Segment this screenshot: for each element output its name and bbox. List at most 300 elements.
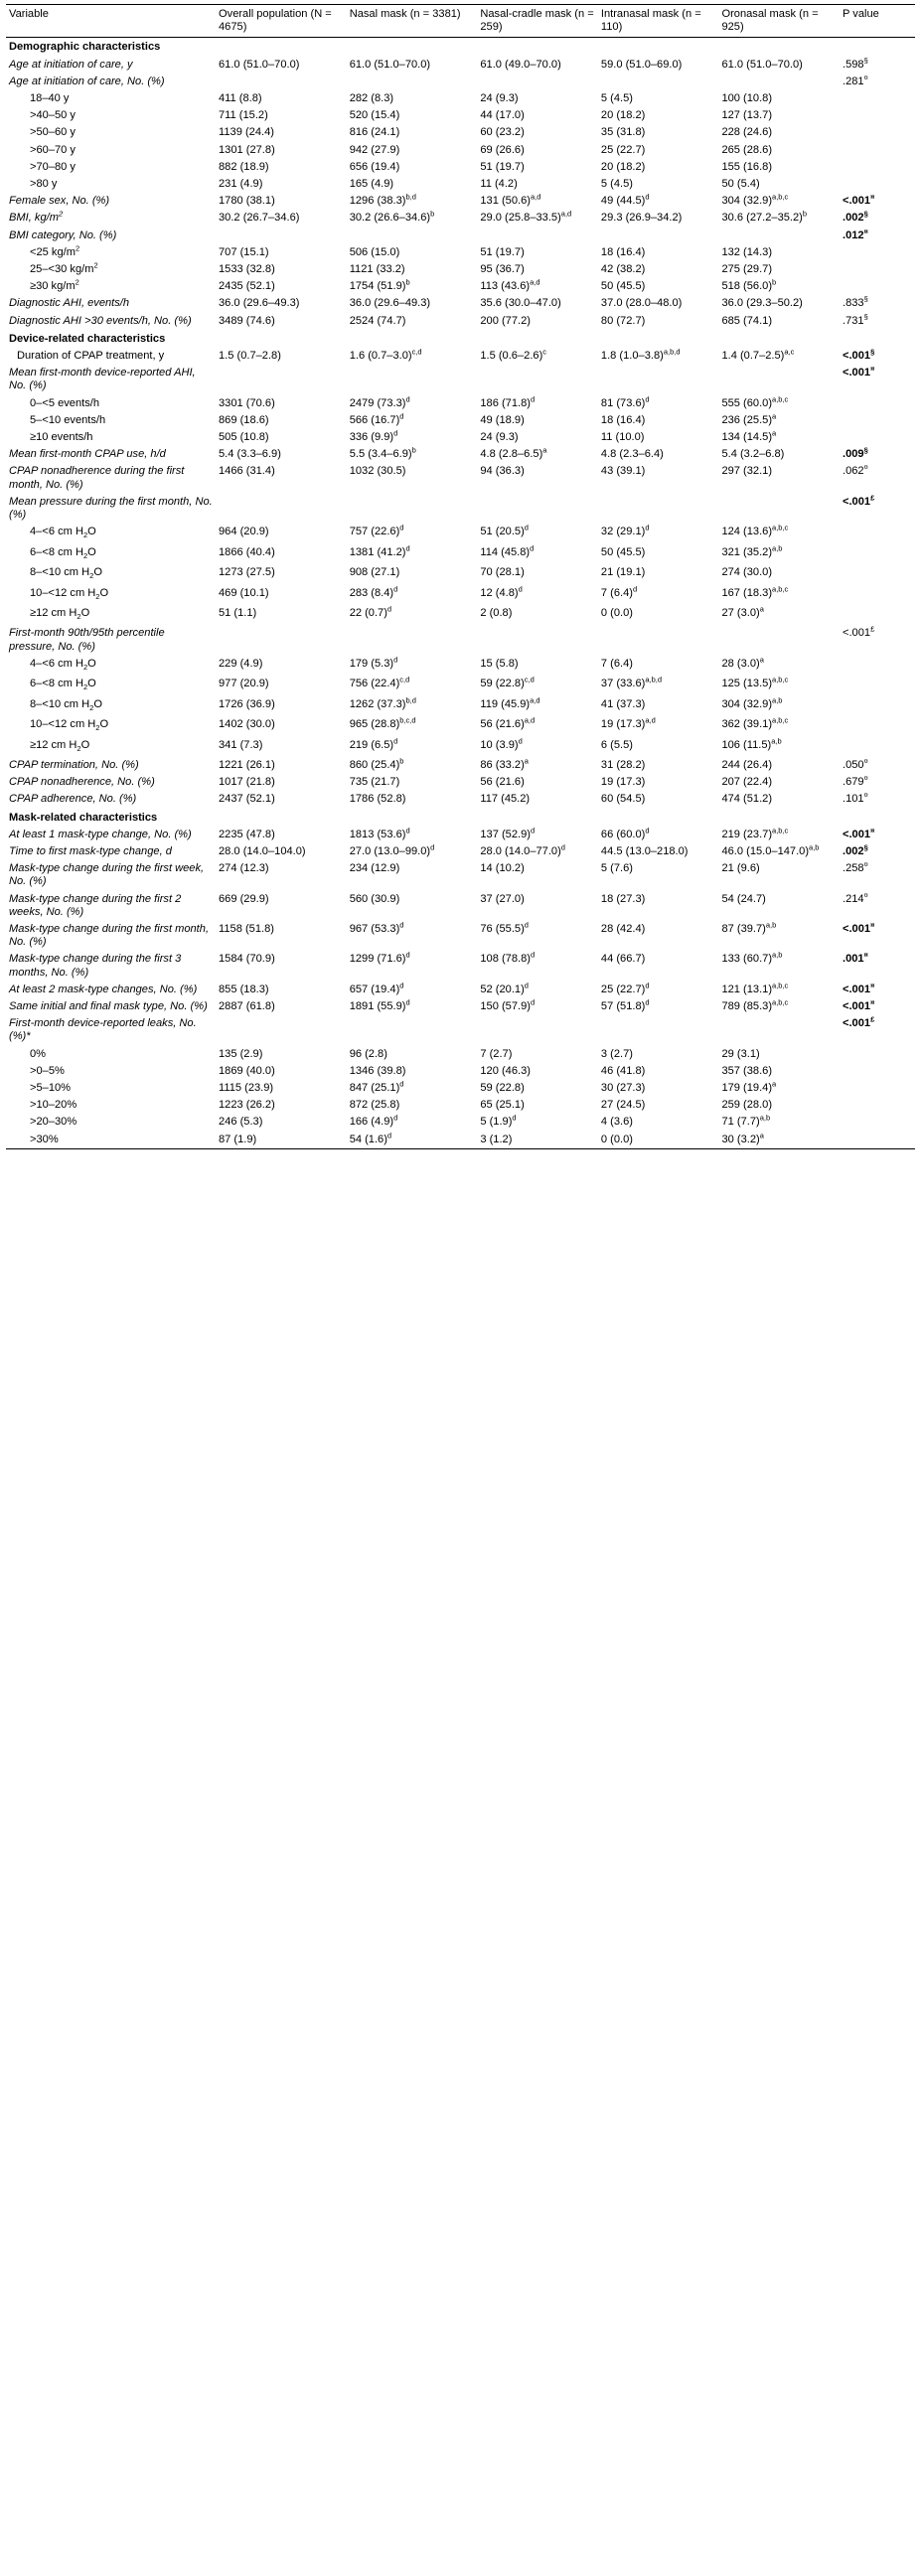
nasal-cradle-value: [477, 625, 598, 655]
table-row: [6, 605, 915, 625]
table-row: [6, 544, 915, 564]
oronasal-value: 134 $(14.5)^a$: [721, 428, 777, 444]
nasal-value: [347, 365, 478, 394]
intranasal-value: 3 (2.7): [600, 1047, 633, 1060]
table-row: [6, 524, 915, 543]
intranasal-value: [598, 625, 719, 655]
p-value: .002§: [843, 842, 868, 857]
nasal-value: 54 $(1.6)^d$: [347, 1132, 478, 1149]
variable-label: At least 2 mask-type changes, No. (%): [9, 983, 198, 995]
nasal-value: 560 (30.9): [349, 892, 400, 905]
nasal-cradle-value: 37 (27.0): [480, 892, 525, 905]
overall-value: 1301 (27.8): [219, 143, 275, 156]
intranasal-value: 5 (7.6): [600, 862, 633, 875]
table-row: [6, 463, 915, 493]
variable-label: Mean first-month CPAP use, h/d: [9, 448, 166, 461]
table-row: [6, 791, 915, 808]
intranasal-value: 66 $(60.0)^d$: [600, 826, 650, 840]
variable-label: Time to first mask-type change, d: [9, 844, 172, 857]
nasal-value: 872 (25.8): [349, 1099, 400, 1112]
table-row: [6, 1063, 915, 1080]
characteristics-table: [6, 4, 915, 1149]
nasal-value: [347, 494, 478, 524]
intranasal-value: 49 $(44.5)^d$: [600, 192, 650, 208]
table-row: [6, 446, 915, 463]
nasal-cradle-value: [477, 74, 598, 90]
variable-label: Mask-type change during the first week, No. (%): [9, 862, 205, 888]
p-value: .258¤: [843, 859, 868, 875]
nasal-value: 2479 $(73.3)^d$: [349, 393, 410, 409]
variable-label: >10–20%: [30, 1099, 77, 1112]
nasal-value: 847 $(25.1)^d$: [349, 1079, 404, 1094]
intranasal-value: 21 (19.1): [600, 566, 646, 579]
overall-value: [216, 365, 347, 394]
table-row: [6, 210, 915, 227]
nasal-value: 908 (27.1): [349, 566, 400, 579]
overall-value: 341 (7.3): [219, 738, 263, 751]
nasal-value: 1786 (52.8): [349, 793, 406, 806]
nasal-value: 1.6 $(0.7-3.0)^{c,d}$: [349, 347, 422, 363]
table-row: [6, 998, 915, 1015]
variable-label: CPAP nonadherence during the first month, No. (%): [9, 465, 185, 491]
nasal-value: 179 $(5.3)^d$: [349, 655, 398, 670]
variable-label: 4–<6 cm $H_2O$: [30, 526, 96, 540]
table-row: [6, 261, 915, 278]
nasal-cradle-value: 28.0 $(14.0-77.0)^d$: [480, 842, 565, 857]
variable-label: 0–<5 events/h: [30, 396, 100, 409]
p-value: [840, 1046, 915, 1063]
table-row: [6, 1046, 915, 1063]
nasal-cradle-value: 200 (77.2): [480, 314, 531, 327]
intranasal-value: 37 $(33.6)^{a,b,d}$: [600, 675, 662, 690]
p-value: <.001¤: [843, 997, 875, 1012]
table-row: [6, 696, 915, 716]
intranasal-value: 35 (31.8): [600, 126, 646, 139]
intranasal-value: [598, 365, 719, 394]
table-row: [6, 227, 915, 244]
nasal-value: 1891 $(55.9)^d$: [349, 997, 410, 1012]
p-value: .009§: [843, 445, 868, 461]
variable-label: 10–<12 cm $H_2O$: [30, 718, 109, 733]
nasal-cradle-value: 150 $(57.9)^d$: [480, 997, 536, 1012]
overall-value: 1402 (30.0): [219, 718, 275, 731]
oronasal-value: 265 (28.6): [721, 143, 773, 156]
table-row: [6, 176, 915, 193]
oronasal-value: 297 (32.1): [721, 465, 773, 478]
intranasal-value: 42 (38.2): [600, 263, 646, 276]
nasal-value: 967 $(53.3)^d$: [349, 920, 404, 935]
overall-value: 274 (12.3): [219, 862, 269, 875]
p-value: .012¤: [843, 226, 868, 241]
oronasal-value: 30.6 $(27.2-35.2)^b$: [721, 209, 808, 225]
header-p-value: P value: [840, 5, 915, 38]
overall-value: 964 (20.9): [219, 526, 269, 538]
nasal-cradle-value: 15 (5.8): [480, 657, 519, 670]
oronasal-value: 244 (26.4): [721, 758, 773, 771]
oronasal-value: 27 $(3.0)^a$: [721, 604, 764, 619]
table-container: [6, 4, 915, 1149]
nasal-value: 1813 $(53.6)^d$: [349, 826, 410, 840]
overall-value: 707 (15.1): [219, 245, 269, 258]
oronasal-value: 474 (51.2): [721, 793, 773, 806]
nasal-value: 965 $(28.8)^{b,c,d}$: [349, 715, 416, 731]
intranasal-value: 0 (0.0): [600, 606, 633, 619]
table-row: [6, 951, 915, 981]
table-header-row: [6, 5, 915, 38]
table-row: [6, 278, 915, 295]
nasal-cradle-value: 56 $(21.6)^{a,d}$: [480, 715, 536, 731]
p-value: [840, 676, 915, 695]
p-value: <.001£: [843, 624, 875, 640]
nasal-cradle-value: 59 $(22.8)^{c,d}$: [480, 675, 535, 690]
oronasal-value: 50 (5.4): [721, 178, 760, 191]
variable-label: >5–10%: [30, 1081, 72, 1094]
overall-value: 1221 (26.1): [219, 758, 275, 771]
nasal-cradle-value: [477, 1015, 598, 1045]
p-value: [840, 716, 915, 736]
oronasal-value: 274 (30.0): [721, 566, 773, 579]
intranasal-value: 7 (6.4): [600, 657, 633, 670]
nasal-value: 283 $(8.4)^d$: [349, 583, 398, 599]
overall-value: 135 (2.9): [219, 1047, 263, 1060]
nasal-cradle-value: 51 (19.7): [480, 160, 525, 173]
table-row: [6, 313, 915, 330]
nasal-cradle-value: 35.6 (30.0–47.0): [480, 297, 561, 310]
overall-value: 1726 (36.9): [219, 697, 275, 710]
variable-label: CPAP adherence, No. (%): [9, 793, 137, 806]
nasal-value: 520 (15.4): [349, 109, 400, 122]
nasal-value: 1262 $(37.3)^{b,d}$: [349, 694, 416, 710]
nasal-value: 219 $(6.5)^d$: [349, 735, 398, 751]
variable-label: ≥30 $kg/m^2$: [30, 277, 79, 293]
intranasal-value: 4 (3.6): [600, 1116, 633, 1129]
section-heading: Device-related characteristics: [9, 332, 166, 345]
nasal-cradle-value: 94 (36.3): [480, 465, 525, 478]
nasal-value: 1299 $(71.6)^d$: [349, 950, 410, 966]
table-row: [6, 676, 915, 695]
intranasal-value: 59.0 (51.0–69.0): [600, 58, 683, 71]
oronasal-value: [718, 1015, 840, 1045]
nasal-cradle-value: 69 (26.6): [480, 143, 525, 156]
p-value: [840, 1063, 915, 1080]
nasal-value: 757 $(22.6)^d$: [349, 523, 404, 538]
variable-label: ≥10 events/h: [30, 431, 93, 444]
table-row: [6, 193, 915, 210]
table-body: [6, 38, 915, 1148]
oronasal-value: 124 $(13.6)^{a,b,c}$: [721, 523, 789, 538]
nasal-value: 1121 (33.2): [349, 263, 405, 276]
nasal-cradle-value: 120 (46.3): [480, 1064, 531, 1077]
table-row: [6, 827, 915, 843]
table-row: [6, 295, 915, 312]
variable-label: 5–<10 events/h: [30, 413, 106, 426]
variable-label: First-month 90th/95th percentile pressure, No. (%): [9, 627, 165, 653]
table-row: [6, 564, 915, 584]
overall-value: 1780 (38.1): [219, 195, 275, 208]
table-row: [6, 142, 915, 159]
variable-label: Mean first-month device-reported AHI, No. (%): [9, 367, 196, 392]
nasal-cradle-value: 11 (4.2): [480, 178, 518, 191]
variable-label: >20–30%: [30, 1116, 77, 1129]
overall-value: 2437 (52.1): [219, 793, 275, 806]
oronasal-value: 259 (28.0): [721, 1099, 773, 1112]
nasal-value: 756 $(22.4)^{c,d}$: [349, 675, 410, 690]
variable-label: Mean pressure during the first month, No. (%): [9, 495, 213, 522]
intranasal-value: 5 (4.5): [600, 92, 633, 105]
overall-value: 229 (4.9): [219, 657, 263, 670]
oronasal-value: 304 $(32.9)^{a,b,c}$: [721, 192, 789, 208]
intranasal-value: [598, 227, 719, 244]
table-row: [6, 891, 915, 921]
overall-value: 882 (18.9): [219, 160, 269, 173]
overall-value: 869 (18.6): [219, 413, 269, 426]
oronasal-value: [718, 494, 840, 524]
variable-label: >30%: [6, 1132, 216, 1149]
intranasal-value: 18 (27.3): [600, 892, 646, 905]
table-row: [6, 348, 915, 365]
nasal-cradle-value: 65 (25.1): [480, 1099, 525, 1112]
overall-value: 2435 (52.1): [219, 280, 275, 293]
nasal-cradle-value: 4.8 $(2.8-6.5)^a$: [480, 445, 547, 461]
oronasal-value: 228 (24.6): [721, 126, 773, 139]
oronasal-value: 304 $(32.9)^{a,b}$: [721, 694, 783, 710]
nasal-cradle-value: 119 $(45.9)^{a,d}$: [480, 694, 540, 710]
overall-value: [216, 74, 347, 90]
p-value: [840, 124, 915, 141]
nasal-cradle-value: 14 (10.2): [480, 862, 525, 875]
overall-value: 1466 (31.4): [219, 465, 275, 478]
nasal-cradle-value: 131 $(50.6)^{a,d}$: [480, 192, 541, 208]
variable-label: >70–80 y: [30, 160, 76, 173]
oronasal-value: 100 (10.8): [721, 92, 773, 105]
oronasal-value: 87 $(39.7)^{a,b}$: [721, 920, 777, 935]
intranasal-value: 29.3 (26.9–34.2): [600, 212, 683, 225]
nasal-value: 61.0 (51.0–70.0): [349, 58, 431, 71]
variable-label: Diagnostic AHI, events/h: [9, 297, 130, 310]
intranasal-value: 7 $(6.4)^d$: [600, 583, 638, 599]
p-value: [840, 1097, 915, 1114]
nasal-cradle-value: 56 (21.6): [480, 776, 525, 789]
table-row: [6, 107, 915, 124]
overall-value: 51 (1.1): [219, 606, 257, 619]
p-value: [840, 524, 915, 543]
p-value: <.001£: [843, 493, 875, 508]
nasal-value: 1381 $(41.2)^d$: [349, 543, 410, 558]
overall-value: 2235 (47.8): [219, 828, 275, 840]
nasal-value: 735 (21.7): [349, 776, 400, 789]
p-value: .062¤: [843, 462, 868, 478]
overall-value: 1139 (24.4): [219, 126, 274, 139]
oronasal-value: 127 (13.7): [721, 109, 773, 122]
intranasal-value: 1.8 $(1.0-3.8)^{a,b,d}$: [600, 347, 681, 363]
oronasal-value: 28 $(3.0)^a$: [721, 655, 764, 670]
variable-label: 6–<8 cm $H_2O$: [30, 678, 96, 692]
intranasal-value: 25 $(22.7)^d$: [600, 981, 650, 995]
variable-label: >80 y: [30, 178, 58, 191]
table-row: [6, 843, 915, 860]
nasal-cradle-value: 51 (19.7): [480, 245, 525, 258]
nasal-value: 1296 $(38.3)^{b,d}$: [349, 192, 416, 208]
nasal-cradle-value: 59 (22.8): [480, 1081, 525, 1094]
nasal-value: 166 $(4.9)^d$: [349, 1113, 398, 1129]
oronasal-value: [718, 74, 840, 90]
table-row: [6, 74, 915, 90]
overall-value: 855 (18.3): [219, 983, 269, 995]
variable-label: ≥12 cm $H_2O$: [30, 606, 90, 622]
table-row: [6, 395, 915, 412]
p-value: .731§: [843, 311, 868, 327]
oronasal-value: 685 (74.1): [721, 314, 773, 327]
nasal-value: 1032 (30.5): [349, 465, 406, 478]
variable-label: 10–<12 cm $H_2O$: [30, 586, 109, 601]
nasal-value: 656 (19.4): [349, 160, 400, 173]
oronasal-value: 789 $(85.3)^{a,b,c}$: [721, 997, 789, 1012]
nasal-cradle-value: 2 (0.8): [480, 606, 513, 619]
overall-value: 469 (10.1): [219, 586, 269, 599]
overall-value: [216, 625, 347, 655]
p-value: .002§: [843, 209, 868, 225]
intranasal-value: 44.5 (13.0–218.0): [600, 844, 689, 857]
oronasal-value: 125 $(13.5)^{a,b,c}$: [721, 675, 789, 690]
nasal-cradle-value: 44 (17.0): [480, 109, 525, 122]
intranasal-value: 50 (45.5): [600, 280, 646, 293]
section-row: [6, 330, 915, 348]
p-value: [840, 564, 915, 584]
variable-label: ≥12 cm $H_2O$: [30, 738, 90, 753]
nasal-value: 234 (12.9): [349, 862, 400, 875]
p-value: .214¤: [843, 889, 868, 905]
nasal-cradle-value: 76 $(55.5)^d$: [480, 920, 529, 935]
nasal-cradle-value: 137 $(52.9)^d$: [480, 826, 536, 840]
oronasal-value: 30 $(3.2)^a$: [718, 1132, 840, 1149]
intranasal-value: 27 (24.5): [600, 1099, 646, 1112]
overall-value: 246 (5.3): [219, 1116, 263, 1129]
variable-label: Mask-type change during the first month, No. (%): [9, 922, 210, 949]
p-value: <.001¤: [843, 981, 875, 995]
variable-label: 25–<30 $kg/m^2$: [30, 260, 98, 276]
oronasal-value: 36.0 (29.3–50.2): [721, 297, 803, 310]
header-nasal-cradle: Nasal-cradle mask (n = 259): [477, 5, 598, 38]
nasal-cradle-value: 113 $(43.6)^{a,d}$: [480, 277, 540, 293]
nasal-cradle-value: 117 (45.2): [480, 793, 531, 806]
header-variable: Variable: [6, 5, 216, 38]
table-row: [6, 1080, 915, 1097]
nasal-cradle-value: 12 $(4.8)^d$: [480, 583, 523, 599]
oronasal-value: 132 (14.3): [721, 245, 773, 258]
intranasal-value: 0 (0.0): [598, 1132, 719, 1149]
nasal-cradle-value: 95 (36.7): [480, 263, 525, 276]
oronasal-value: 179 $(19.4)^a$: [721, 1079, 777, 1094]
p-value: .833§: [843, 294, 868, 310]
table-row: [6, 159, 915, 176]
variable-label: BMI, $kg/m^2$: [9, 209, 64, 225]
nasal-value: 506 (15.0): [349, 245, 400, 258]
p-value: [840, 176, 915, 193]
table-row: [6, 774, 915, 791]
nasal-value: 96 (2.8): [349, 1047, 387, 1060]
table-row: [6, 716, 915, 736]
oronasal-value: 71 $(7.7)^{a,b}$: [721, 1113, 771, 1129]
overall-value: 711 (15.2): [219, 109, 268, 122]
variable-label: >40–50 y: [30, 109, 76, 122]
intranasal-value: 80 (72.7): [600, 314, 646, 327]
p-value: .050¤: [843, 756, 868, 771]
p-value: [840, 1132, 915, 1149]
p-value: .679¤: [843, 773, 868, 789]
nasal-value: [347, 625, 478, 655]
nasal-value: 5.5 $(3.4-6.9)^b$: [349, 445, 416, 461]
p-value: .598§: [843, 55, 868, 71]
table-row: [6, 57, 915, 74]
nasal-value: 22 $(0.7)^d$: [349, 604, 392, 619]
nasal-value: 860 $(25.4)^b$: [349, 756, 404, 771]
overall-value: 231 (4.9): [219, 178, 263, 191]
p-value: [840, 90, 915, 107]
variable-label: First-month device-reported leaks, No. (%)*: [9, 1017, 197, 1043]
p-value: [840, 1080, 915, 1097]
overall-value: 28.0 (14.0–104.0): [219, 844, 306, 857]
p-value: [840, 395, 915, 412]
nasal-value: 566 $(16.7)^d$: [349, 411, 404, 426]
intranasal-value: 30 (27.3): [600, 1081, 646, 1094]
intranasal-value: 6 (5.5): [600, 738, 633, 751]
header-overall: Overall population (N = 4675): [216, 5, 347, 38]
table-row: [6, 737, 915, 757]
nasal-cradle-value: [477, 227, 598, 244]
nasal-value: 336 $(9.9)^d$: [349, 428, 398, 444]
intranasal-value: 25 (22.7): [600, 143, 646, 156]
nasal-value: 816 (24.1): [349, 126, 400, 139]
overall-value: 30.2 (26.7–34.6): [219, 212, 300, 225]
oronasal-value: 219 $(23.7)^{a,b,c}$: [721, 826, 789, 840]
table-row: [6, 494, 915, 524]
table-row: [6, 921, 915, 951]
p-value: [840, 1114, 915, 1131]
oronasal-value: 121 $(13.1)^{a,b,c}$: [721, 981, 789, 995]
variable-label: 6–<8 cm $H_2O$: [30, 545, 96, 560]
nasal-cradle-value: 7 (2.7): [480, 1047, 513, 1060]
intranasal-value: 31 (28.2): [600, 758, 646, 771]
table-row: [6, 757, 915, 774]
variable-label: 18–40 y: [30, 92, 70, 105]
variable-label: Diagnostic AHI >30 events/h, No. (%): [9, 314, 192, 327]
table-row: [6, 244, 915, 261]
header-intranasal: Intranasal mask (n = 110): [598, 5, 719, 38]
intranasal-value: 60 (54.5): [600, 793, 646, 806]
variable-label: 8–<10 cm $H_2O$: [30, 697, 102, 712]
variable-label: >0–5%: [30, 1064, 65, 1077]
section-row: [6, 809, 915, 827]
overall-value: 3301 (70.6): [219, 396, 275, 409]
intranasal-value: 20 (18.2): [600, 109, 646, 122]
p-value: [840, 696, 915, 716]
table-row: [6, 982, 915, 998]
intranasal-value: 19 $(17.3)^{a,d}$: [600, 715, 656, 731]
nasal-value: 282 (8.3): [349, 92, 394, 105]
p-value: [840, 605, 915, 625]
overall-value: 1158 (51.8): [219, 922, 274, 935]
overall-value: 1115 (23.9): [219, 1081, 274, 1094]
oronasal-value: [718, 365, 840, 394]
overall-value: 1869 (40.0): [219, 1064, 275, 1077]
p-value: [840, 278, 915, 295]
oronasal-value: 21 (9.6): [721, 862, 760, 875]
oronasal-value: 133 $(60.7)^{a,b}$: [721, 950, 783, 966]
nasal-cradle-value: 24 (9.3): [480, 92, 519, 105]
section-row: [6, 38, 915, 57]
overall-value: [216, 227, 347, 244]
oronasal-value: 236 $(25.5)^a$: [721, 411, 777, 426]
